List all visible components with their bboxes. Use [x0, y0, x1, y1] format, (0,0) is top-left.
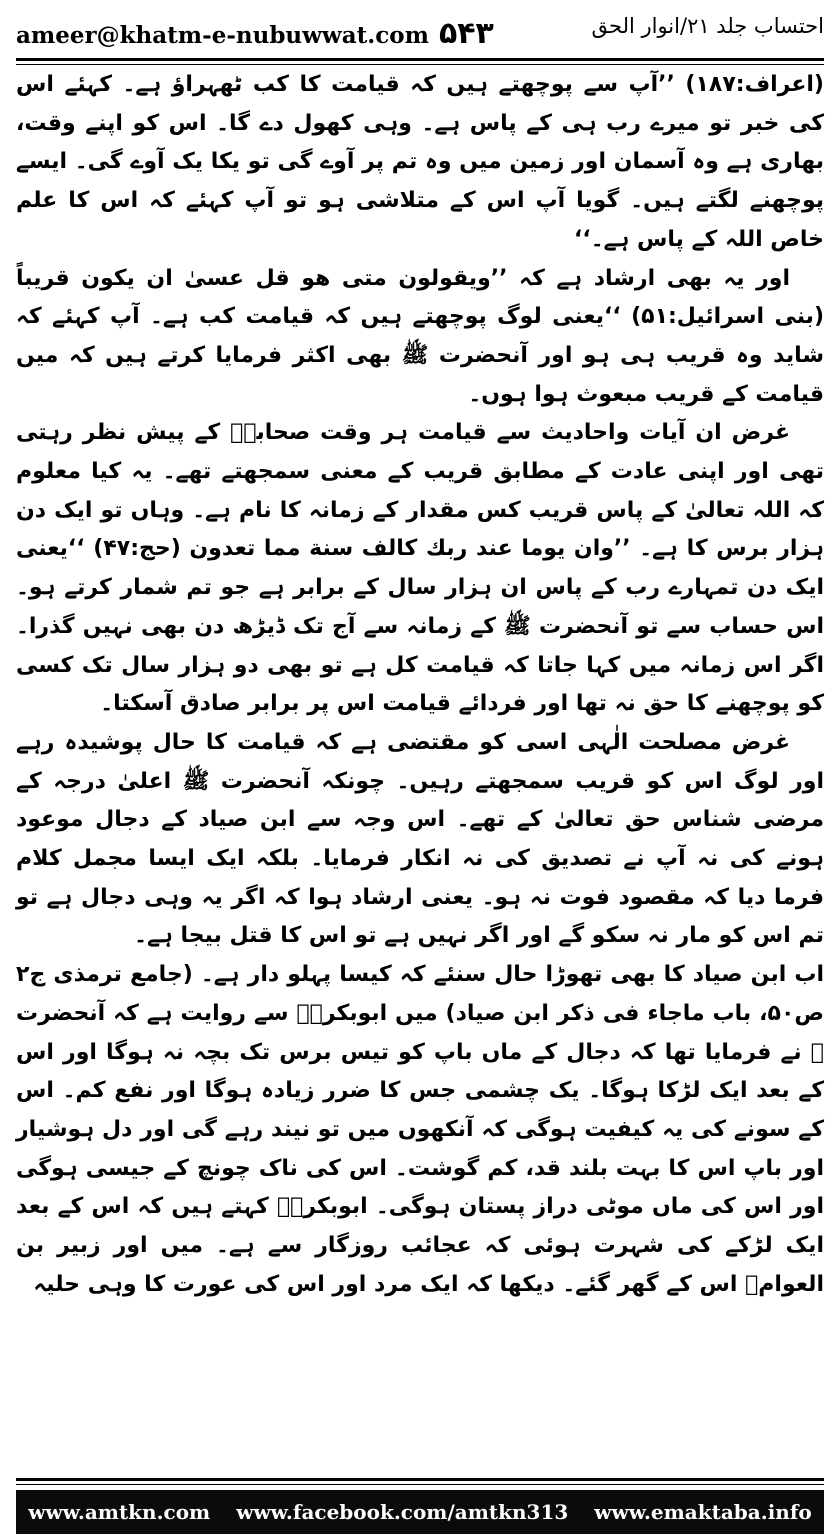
paragraph-2: اور یہ بھی ارشاد ہے کہ ’’ویقولون متی ھو قل عسیٰ ان یکون قریباً (بنی اسرائیل:۵۱) ‘‘یعنی لوگ پوچھتے ہیں کہ قیامت کب ہے۔ آپ کہئے کہ شاید وہ قریب ہی ہو اور آنحضرت ﷺ بھی اکثر فرمایا کرتے ہیں کہ میں قیامت کے قریب مبعوث ہوا ہوں۔ — [16, 265, 824, 407]
book-title: احتساب جلد ۲۱/انوار الحق — [591, 14, 824, 38]
paragraph-1: (اعراف:۱۸۷) ’’آپ سے پوچھتے ہیں کہ قیامت کا کب ٹھہراؤ ہے۔ کہئے اس کی خبر تو میرے رب ہی کے پاس ہے۔ وہی کھول دے گا۔ اس کو اپنے وقت، بھاری ہے وہ آسمان اور زمین میں وہ تم پر آوے گی تو یکا یک آوے گی۔ ایسے پوچھنے لگتے ہیں۔ گویا آپ اس کے متلاشی ہو تو آپ کہئے کہ اس کا علم خاص اللہ کے پاس ہے۔‘‘ — [16, 72, 824, 252]
footer-rule — [16, 1478, 824, 1485]
header-left — [16, 16, 494, 51]
header-rule — [16, 58, 824, 65]
footer-link-amtkn[interactable]: www.amtkn.com — [28, 1500, 211, 1524]
page-body — [16, 66, 824, 1456]
page-number: ۵۴۳ — [438, 16, 494, 51]
page-footer — [16, 1490, 824, 1534]
paragraph-5: اب ابن صیاد کا بھی تھوڑا حال سنئے کہ کیسا پہلو دار ہے۔ (جامع ترمذی ج۲ ص۵۰، باب ماجاء فی ذکر ابن صیاد) میں ابوبکرہؓ سے روایت ہے کہ آنحضرت ﷺ نے فرمایا تھا کہ دجال کے ماں باپ کو تیس برس تک بچہ نہ ہوگا اور اس کے بعد ایک لڑکا ہوگا۔ یک چشمی جس کا ضرر زیادہ ہوگا اور نفع کم۔ اس کے سونے کی یہ کیفیت ہوگی کہ آنکھوں میں تو نیند رہے گی اور دل ہوشیار اور باپ اس کا بہت بلند قد، کم گوشت۔ اس کی ناک چونچ کے جیسی ہوگی اور اس کی ماں موٹی دراز پستان ہوگی۔ ابوبکرہؓ کہتے ہیں کہ اس کے بعد ایک لڑکے کی شہرت ہوئی کہ عجائب روزگار سے ہے۔ میں اور زبیر بن العوامؓ اس کے گھر گئے۔ دیکھا کہ ایک مرد اور اس کی عورت کا وہی حلیہ — [16, 962, 824, 1297]
paragraph-3: غرض ان آیات واحادیث سے قیامت ہر وقت صحابہؓ کے پیش نظر رہتی تھی اور اپنی عادت کے مطابق قریب کے معنی سمجھتے تھے۔ یہ کیا معلوم کہ اللہ تعالیٰ کے پاس قریب کس مقدار کے زمانہ کا نام ہے۔ وہاں تو ایک دن ہزار برس کا ہے۔ ’’وان یوما عند ربك كالف سنة مما تعدون (حج:۴۷) ‘‘یعنی ایک دن تمہارے رب کے پاس ان ہزار سال کے برابر ہے جو تم شمار کرتے ہو۔ اس حساب سے تو آنحضرت ﷺ کے زمانہ سے آج تک ڈیڑھ دن بھی نہیں گذرا۔ اگر اس زمانہ میں کہا جاتا کہ قیامت کل ہے تو بھی دو ہزار سال تک کسی کو پوچھنے کا حق نہ تھا اور فردائے قیامت اس پر برابر صادق آسکتا۔ — [16, 420, 825, 717]
paragraph-4: غرض مصلحت الٰہی اسی کو مقتضی ہے کہ قیامت کا حال پوشیدہ رہے اور لوگ اس کو قریب سمجھتے رہیں۔ چونکہ آنحضرت ﷺ اعلیٰ درجہ کے مرضی شناس حق تعالیٰ کے تھے۔ اس وجہ سے ابن صیاد کے دجال موعود ہونے کی نہ آپ نے تصدیق کی نہ انکار فرمایا۔ بلکہ ایک ایسا مجمل کلام فرما دیا کہ مقصود فوت نہ ہو۔ یعنی ارشاد ہوا کہ اگر یہ وہی دجال ہے تو تم اس کو مار نہ سکو گے اور اگر نہیں ہے تو اس کا قتل بیجا ہے۔ — [16, 729, 824, 949]
footer-link-emaktaba[interactable]: www.emaktaba.info — [594, 1500, 812, 1524]
footer-link-facebook[interactable]: www.facebook.com/amtkn313 — [236, 1500, 569, 1524]
header-email: ameer@khatm-e-nubuwwat.com — [16, 22, 429, 49]
page-header — [16, 8, 824, 56]
